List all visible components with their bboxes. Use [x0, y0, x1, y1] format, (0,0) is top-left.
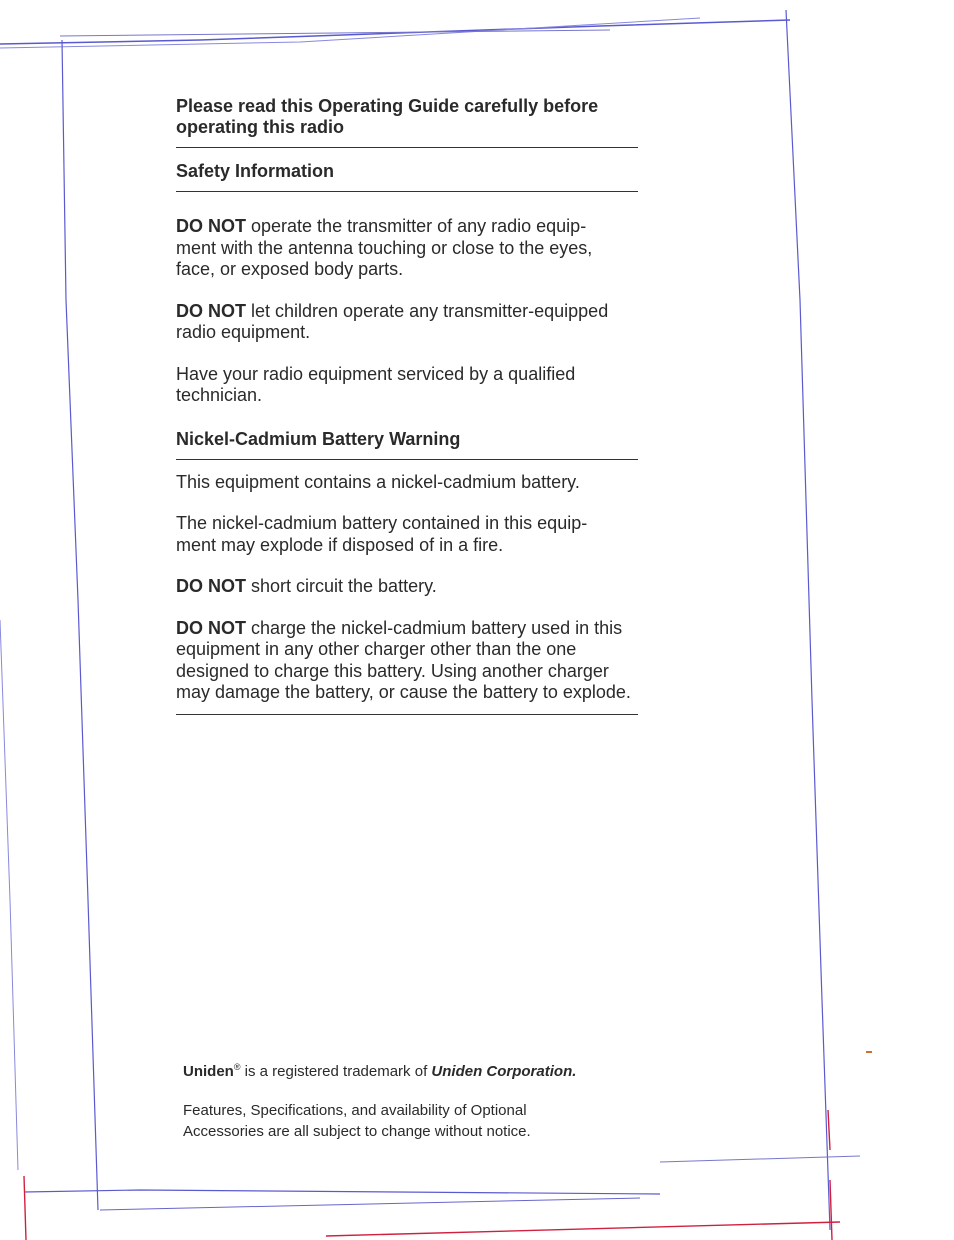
corporation-name: Uniden Corporation. — [431, 1063, 577, 1080]
divider — [176, 714, 638, 715]
trademark-notice — [183, 1062, 653, 1080]
scan-line-red-bottom — [326, 1222, 840, 1236]
scan-line-bottom-3 — [660, 1156, 860, 1162]
battery-paragraph — [176, 576, 646, 598]
paragraph-text: short circuit the battery. — [246, 576, 437, 596]
paragraph-text: operate the transmitter of any radio equip- ment with the antenna touching or close to the eyes, face, or exposed body parts. — [176, 216, 593, 279]
paragraph-text: This equipment contains a nickel-cadmium battery. — [176, 471, 580, 492]
divider — [176, 459, 638, 460]
registered-mark: ® — [233, 1062, 241, 1072]
safety-heading: Safety Information — [176, 161, 335, 181]
page-title: Please read this Operating Guide carefully before operating this radio — [176, 96, 599, 137]
warning-lead: DO NOT — [176, 617, 246, 638]
scan-line-red-right — [828, 1110, 832, 1240]
paragraph-text: The nickel-cadmium battery contained in this equip- ment may explode if disposed of in a fire. — [176, 513, 588, 555]
paragraph-text: Have your radio equipment serviced by a qualified technician. — [176, 363, 576, 405]
scan-line-left — [62, 40, 98, 1210]
battery-paragraph — [176, 513, 631, 556]
warning-lead: DO NOT — [176, 216, 246, 236]
divider — [176, 191, 638, 192]
change-notice: Features, Specifications, and availability of Optional Accessories are all subject to change without notice. — [183, 1102, 531, 1140]
scan-line-left-2 — [0, 620, 18, 1170]
safety-paragraph — [176, 301, 644, 344]
safety-paragraph — [176, 216, 631, 281]
divider — [176, 147, 638, 148]
scan-line-right — [786, 10, 830, 1230]
paragraph-text: let children operate any transmitter-equipped radio equipment. — [176, 300, 609, 342]
battery-heading: Nickel-Cadmium Battery Warning — [176, 428, 461, 449]
scan-line-red-left — [24, 1176, 26, 1240]
scan-line-bottom — [24, 1190, 660, 1194]
scan-line-top — [0, 20, 790, 44]
scan-line-top-2 — [0, 18, 700, 48]
scan-line-top-3 — [60, 30, 610, 36]
battery-paragraph — [176, 618, 646, 704]
page-footer — [183, 1062, 653, 1142]
document-body — [176, 96, 646, 715]
safety-paragraph — [176, 364, 616, 407]
paragraph-text: charge the nickel-cadmium battery used in this equipment in any other charger other than the one designed to charge this battery. Using another charger may damage the battery, or cause the battery to explode. — [176, 617, 631, 702]
brand-name: Uniden — [183, 1063, 234, 1080]
trademark-text: is a registered trademark of — [240, 1063, 432, 1080]
battery-paragraph — [176, 472, 646, 494]
warning-lead: DO NOT — [176, 300, 246, 321]
scan-line-bottom-2 — [100, 1198, 640, 1210]
warning-lead: DO NOT — [176, 576, 246, 596]
